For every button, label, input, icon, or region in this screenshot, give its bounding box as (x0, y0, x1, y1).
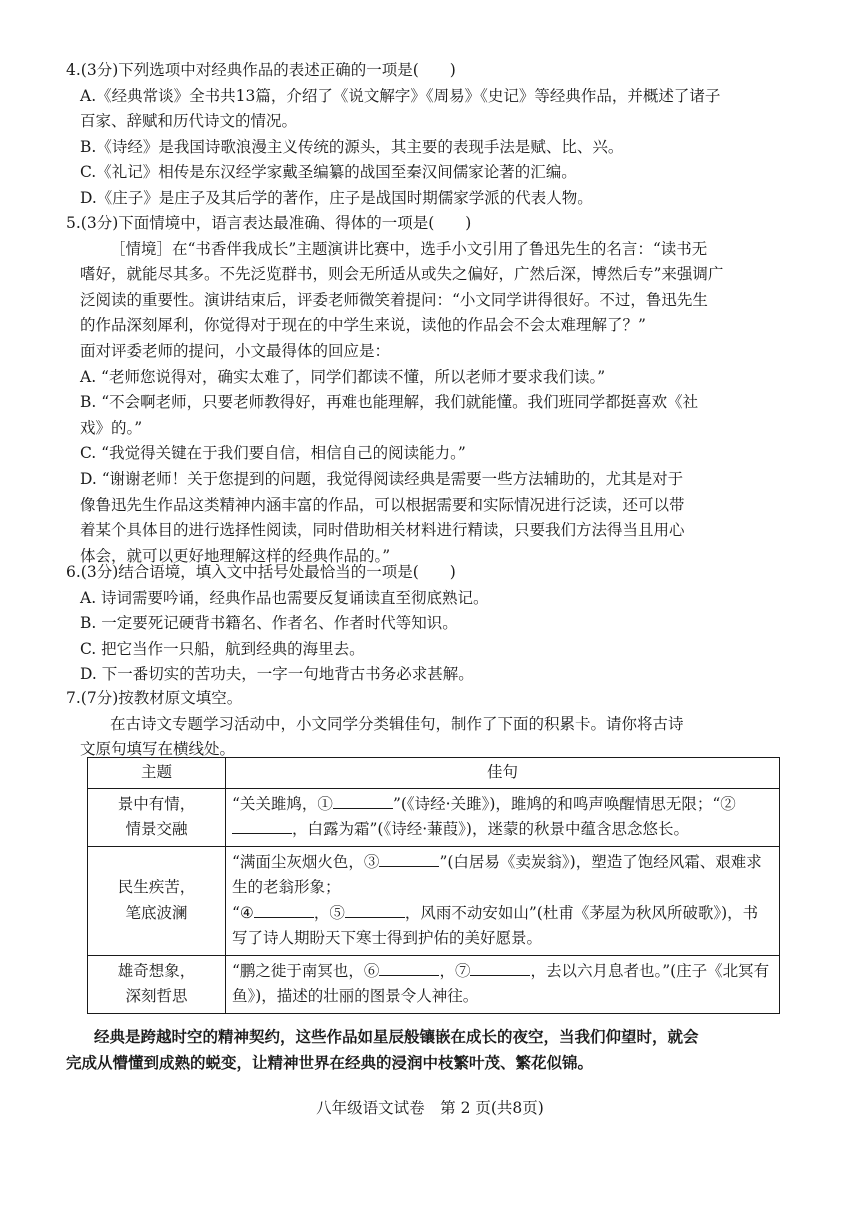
q4-option-a-line1: A.《经典常谈》全书共13篇，介绍了《说文解字》《周易》《史记》等经典作品，并概述了诸子 (80, 86, 721, 105)
row1-verse (226, 788, 780, 846)
blank-7-input[interactable] (470, 961, 530, 976)
page-footer: 八年级语文试卷 第 2 页(共8页) (316, 1099, 544, 1117)
row2-text-d: ，⑤ (313, 903, 345, 922)
table-row (88, 788, 780, 846)
row1-text-b: ”(《诗经·关雎》)，雎鸠的和鸣声唤醒情思无限；“② (392, 794, 736, 813)
q4-option-a-line2: 百家、辞赋和历代诗文的情况。 (80, 112, 298, 131)
row1-text-a: “关关雎鸠，① (232, 794, 333, 813)
closing-paragraph (66, 1024, 806, 1076)
q6-option-d: D. 下一番切实的苦功夫，一字一句地背古书务必求甚解。 (80, 665, 474, 684)
q7-intro-line2: 文原句填写在横线处。 (80, 740, 236, 759)
question-4 (66, 58, 788, 212)
row1-theme (88, 788, 226, 846)
row3-verse (226, 955, 780, 1013)
row3-text-b: ，⑦ (439, 961, 471, 980)
question-7 (66, 686, 788, 763)
row1-theme-line1: 景中有情， (117, 794, 196, 813)
question-6 (66, 560, 788, 688)
q6-option-c: C. 把它当作一只船，航到经典的海里去。 (80, 639, 365, 658)
table-row (88, 955, 780, 1013)
blank-1-input[interactable] (333, 794, 393, 809)
header-verse: 佳句 (226, 758, 780, 789)
blank-6-input[interactable] (379, 961, 439, 976)
q7-intro-line1: 在古诗文专题学习活动中，小文同学分类辑佳句，制作了下面的积累卡。请你将古诗 (110, 714, 684, 733)
q6-stem: 6.(3分)结合语境，填入文中括号处最恰当的一项是( ) (66, 563, 456, 581)
row2-text-c: “④ (232, 903, 254, 922)
q5-context-line2: 嗜好，就能尽其多。不先泛览群书，则会无所适从或失之偏好，广然后深，博然后专”来强调广 (80, 265, 724, 284)
q5-stem: 5.(3分)下面情境中，语言表达最准确、得体的一项是( ) (66, 214, 472, 232)
row3-text-a: “鹏之徙于南冥也，⑥ (232, 961, 380, 980)
header-theme: 主题 (88, 758, 226, 789)
table-header-row (88, 758, 780, 789)
row3-text-c: ，去以六月息者也。”(庄子《北冥有鱼》)，描述的壮丽的图景令人神往。 (232, 961, 770, 1005)
row3-theme-line1: 雄奇想象， (117, 961, 196, 980)
q5-prompt: 面对评委老师的提问，小文最得体的回应是： (80, 341, 391, 360)
row2-verse (226, 846, 780, 955)
q5-option-b-line2: 戏》的。” (80, 418, 143, 437)
blank-3-input[interactable] (379, 852, 439, 867)
q5-option-c: C. “我觉得关键在于我们要自信，相信自己的阅读能力。” (80, 444, 466, 463)
q6-option-b: B. 一定要死记硬背书籍名、作者名、作者时代等知识。 (80, 614, 458, 633)
q5-context-line4: 的作品深刻犀利，你觉得对于现在的中学生来说，读他的作品会不会太难理解了？” (80, 316, 646, 335)
q5-option-d-line3: 着某个具体目的进行选择性阅读，同时借助相关材料进行精读，只要我们方法得当且用心 (80, 521, 685, 540)
closing-line2: 完成从懵懂到成熟的蜕变，让精神世界在经典的浸润中枝繁叶茂、繁花似锦。 (66, 1053, 594, 1072)
accumulation-card-table (87, 757, 780, 1014)
q5-option-d-line4: 体会，就可以更好地理解这样的经典作品的。” (80, 546, 391, 565)
row2-text-a: “满面尘灰烟火色，③ (232, 852, 380, 871)
row1-theme-line2: 情景交融 (125, 820, 188, 838)
q7-stem: 7.(7分)按教材原文填空。 (66, 689, 243, 707)
question-5 (66, 211, 788, 569)
q4-stem: 4.(3分)下列选项中对经典作品的表述正确的一项是( ) (66, 61, 456, 79)
blank-5-input[interactable] (345, 903, 405, 918)
q5-option-a: A. “老师您说得对，确实太难了，同学们都读不懂，所以老师才要求我们读。” (80, 367, 606, 386)
q6-option-a: A. 诗词需要吟诵，经典作品也需要反复诵读直至彻底熟记。 (80, 588, 489, 607)
q5-option-d-line1: D. “谢谢老师！关于您提到的问题，我觉得阅读经典是需要一些方法辅助的，尤其是对于 (80, 469, 684, 488)
table-row (88, 846, 780, 955)
row2-theme-line2: 笔底波澜 (125, 903, 188, 922)
row2-theme (88, 846, 226, 955)
row2-theme-line1: 民生疾苦， (117, 878, 196, 896)
q4-option-c: C.《礼记》相传是东汉经学家戴圣编纂的战国至秦汉间儒家论著的汇编。 (80, 163, 577, 182)
blank-4-input[interactable] (254, 903, 314, 918)
row3-theme (88, 955, 226, 1013)
q5-context-line3: 泛阅读的重要性。演讲结束后，评委老师微笑着提问：“小文同学讲得很好。不过，鲁迅先生 (80, 290, 708, 309)
row2-text-b: ”(白居易《卖炭翁》)，塑造了饱经风霜、艰难求生的老翁形象； (232, 852, 762, 896)
q4-option-b: B.《诗经》是我国诗歌浪漫主义传统的源头，其主要的表现手法是赋、比、兴。 (80, 137, 624, 156)
q5-option-b-line1: B. “不会啊老师，只要老师教得好，再难也能理解，我们就能懂。我们班同学都挺喜欢《社 (80, 393, 699, 412)
blank-2-input[interactable] (232, 819, 292, 834)
row1-text-c: ，白露为霜”(《诗经·蒹葭》)，迷蒙的秋景中蕴含思念悠长。 (292, 820, 689, 838)
row2-text-e: ，风雨不动安如山”(杜甫《茅屋为秋风所破歌》)，书写了诗人期盼天下寒士得到护佑的美好愿景。 (232, 903, 759, 947)
row3-theme-line2: 深刻哲思 (125, 987, 188, 1005)
q4-option-d: D.《庄子》是庄子及其后学的著作，庄子是战国时期儒家学派的代表人物。 (80, 188, 593, 207)
q5-option-d-line2: 像鲁迅先生作品这类精神内涵丰富的作品，可以根据需要和实际情况进行泛读，还可以带 (80, 495, 685, 514)
closing-line1: 经典是跨越时空的精神契约，这些作品如星辰般镶嵌在成长的夜空，当我们仰望时，就会 (94, 1027, 699, 1046)
q5-context-line1: ［情境］在“书香伴我成长”主题演讲比赛中，选手小文引用了鲁迅先生的名言：“读书无 (110, 239, 708, 258)
